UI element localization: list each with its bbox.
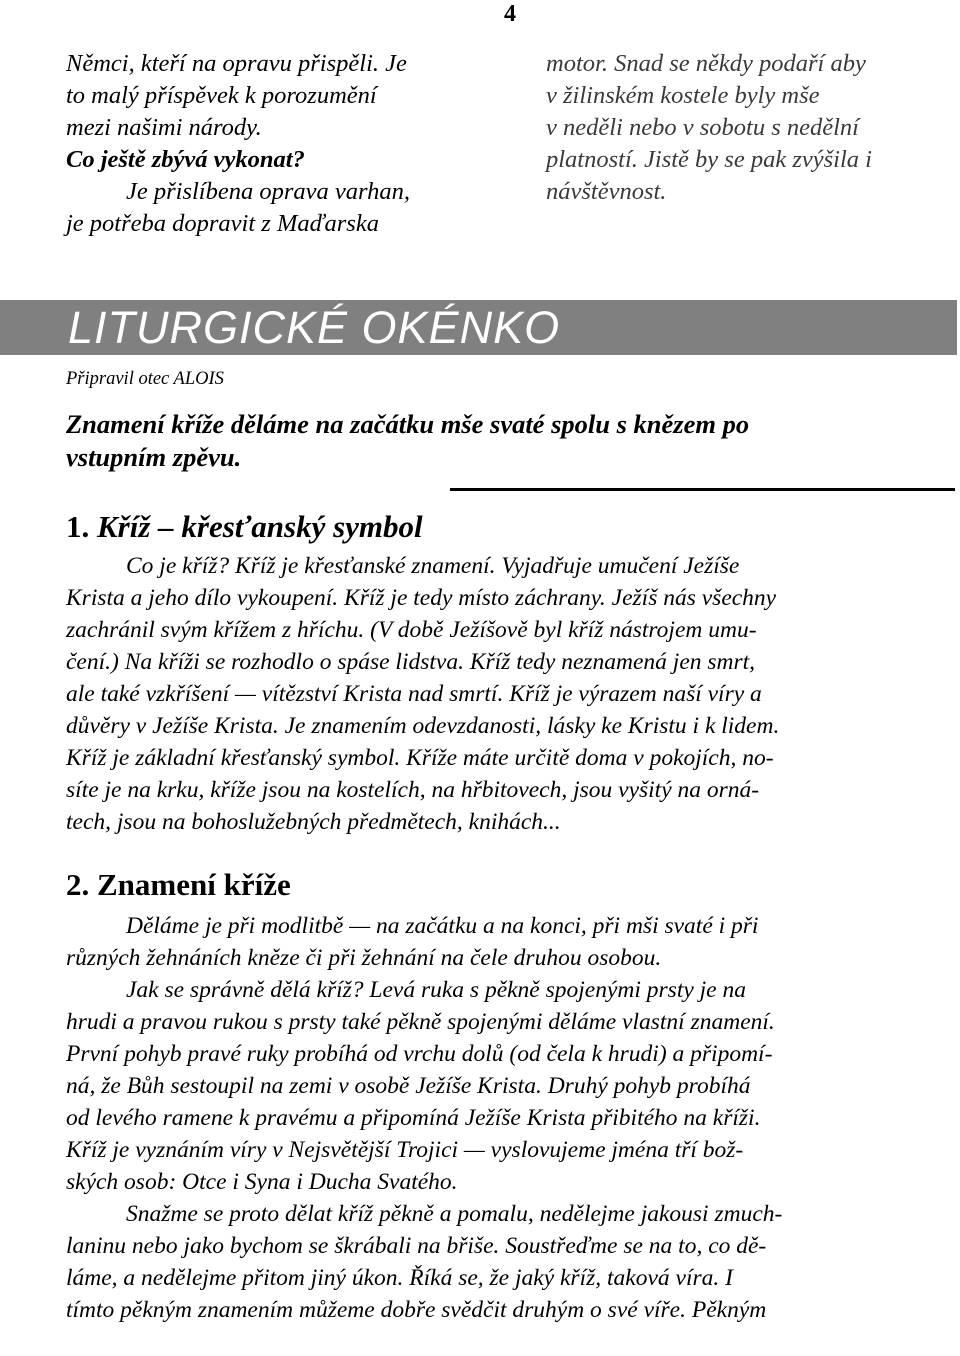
body-line: síte je na krku, kříže jsou na kostelích, na hřbitovech, jsou vyšitý na orná- xyxy=(66,777,760,803)
section1-title: Kříž – křesťanský symbol xyxy=(97,509,423,544)
body-line: důvěry v Ježíše Krista. Je znamením odevzdanosti, lásky ke Kristu i k lidem. xyxy=(66,713,780,739)
left-line: mezi našimi národy. xyxy=(66,114,262,141)
right-line: v žilinském kostele byly mše xyxy=(546,82,820,109)
left-column xyxy=(66,48,486,240)
body-line: čení.) Na kříži se rozhodlo o spáse lidstva. Kříž tedy neznamená jen smrt, xyxy=(66,649,756,675)
body-line: Děláme je při modlitbě — na začátku a na konci, při mši svaté i při xyxy=(126,913,759,939)
intro-line: vstupním zpěvu. xyxy=(66,442,242,472)
author-credit: Připravil otec ALOIS xyxy=(66,369,224,389)
left-line: Je přislíbena oprava varhan, xyxy=(126,178,410,205)
section1-heading xyxy=(66,508,423,546)
body-line: od levého ramene k pravému a připomíná Ježíše Krista přibitého na kříži. xyxy=(66,1105,761,1131)
horizontal-rule xyxy=(450,488,955,491)
body-line: různých žehnáních kněze či při žehnání na čele druhou osobou. xyxy=(66,945,662,971)
body-line: tímto pěkným znamením můžeme dobře svědčit druhým o své víře. Pěkným xyxy=(66,1297,767,1323)
body-line: tech, jsou na bohoslužebných předmětech, knihách... xyxy=(66,809,561,835)
right-column xyxy=(546,48,946,208)
left-heading: Co ještě zbývá vykonat? xyxy=(66,146,305,173)
left-line: to malý příspěvek k porozumění xyxy=(66,82,377,109)
section1-number: 1. xyxy=(66,509,90,544)
body-line: zachránil svým křížem z hříchu. (V době Ježíšově byl kříž nástrojem umu- xyxy=(66,617,757,643)
right-line: návštěvnost. xyxy=(546,178,667,205)
right-line: v neděli nebo v sobotu s nedělní xyxy=(546,114,859,141)
section2-heading: 2. Znamení kříže xyxy=(66,867,291,902)
body-line: Kříž je základní křesťanský symbol. Kříže máte určitě doma v pokojích, no- xyxy=(66,745,774,771)
body-line: První pohyb pravé ruky probíhá od vrchu dolů (od čela k hrudi) a připomí- xyxy=(66,1041,773,1067)
body-line: láme, a nedělejme přitom jiný úkon. Říká se, že jaký kříž, taková víra. I xyxy=(66,1265,733,1291)
left-line: je potřeba dopravit z Maďarska xyxy=(66,210,379,237)
section1-body xyxy=(66,550,946,838)
banner-title: LITURGICKÉ OKÉNKO xyxy=(68,302,561,353)
section2-body xyxy=(66,910,946,1326)
body-line: Kříž je vyznáním víry v Nejsvětější Trojici — vyslovujeme jména tří bož- xyxy=(66,1137,744,1163)
body-line: Snažme se proto dělat kříž pěkně a pomalu, nedělejme jakousi zmuch- xyxy=(126,1201,783,1227)
body-line: Co je kříž? Kříž je křesťanské znamení. Vyjadřuje umučení Ježíše xyxy=(126,553,740,579)
body-line: Krista a jeho dílo vykoupení. Kříž je tedy místo záchrany. Ježíš nás všechny xyxy=(66,585,777,611)
left-line: Němci, kteří na opravu přispěli. Je xyxy=(66,50,407,77)
right-line: motor. Snad se někdy podaří aby xyxy=(546,50,866,77)
intro-line: Znamení kříže děláme na začátku mše svaté spolu s knězem po xyxy=(66,409,750,439)
intro-text xyxy=(66,408,946,474)
body-line: ských osob: Otce i Syna i Ducha Svatého. xyxy=(66,1169,458,1195)
body-line: ale také vzkříšení — vítězství Krista nad smrtí. Kříž je výrazem naší víry a xyxy=(66,681,762,707)
page-number: 4 xyxy=(504,1,516,27)
section-banner xyxy=(0,300,957,355)
body-line: Jak se správně dělá kříž? Levá ruka s pěkně spojenými prsty je na xyxy=(126,977,746,1003)
body-line: laninu nebo jako bychom se škrábali na břiše. Soustřeďme se na to, co dě- xyxy=(66,1233,767,1259)
right-line: platností. Jistě by se pak zvýšila i xyxy=(546,146,872,173)
body-line: ná, že Bůh sestoupil na zemi v osobě Ježíše Krista. Druhý pohyb probíhá xyxy=(66,1073,751,1099)
body-line: hrudi a pravou rukou s prsty také pěkně spojenými děláme vlastní znamení. xyxy=(66,1009,775,1035)
